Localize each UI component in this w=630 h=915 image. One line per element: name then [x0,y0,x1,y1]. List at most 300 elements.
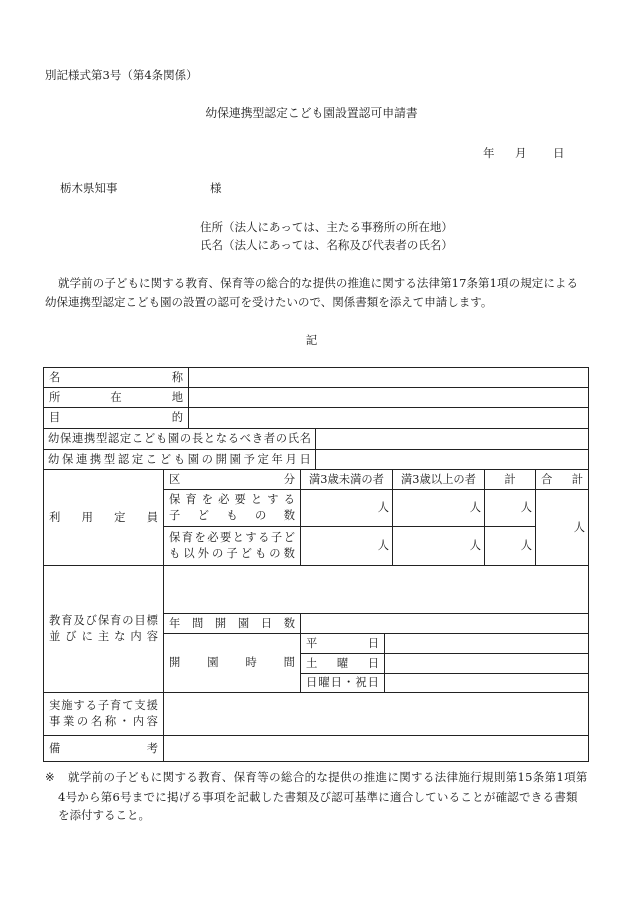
label-char: す [245,531,257,544]
label-char: 法 [434,770,447,784]
label-char: 開 [215,452,227,466]
label-char: に [387,770,399,784]
label-char: の [269,547,281,560]
label-char: て [122,699,134,712]
label-char: 考 [146,741,158,755]
label-char: 日 [306,676,318,689]
label-char: 的 [289,276,302,290]
opening-date-label-cell [43,449,316,470]
label-char: 子 [104,276,116,290]
label-char: 適 [389,790,402,804]
label-char: 就 [58,276,70,290]
label-char: 目 [49,411,61,424]
label-char: て [425,790,437,804]
label-char: 者 [263,432,276,445]
label-char: し [260,790,273,804]
label-char: 標 [146,614,158,627]
label-char: 所 [49,390,61,404]
capacity-row-2-label-cell [163,526,301,566]
label-char: 関 [150,276,163,290]
remarks-value-cell [163,735,589,762]
label-char: 数 [283,616,295,630]
label-char: 子 [270,531,283,544]
label-char: 規 [481,770,494,784]
label-char: 曜 [318,676,330,689]
label-char: び [319,790,332,804]
label-char: 幼 [48,432,60,445]
label-char: 及 [307,790,320,804]
label-char: 学 [69,276,82,290]
label-char: 記 [237,790,249,804]
opening-date-label [48,453,311,467]
label-char: 育 [110,614,122,627]
capacity-header-subtotal: 計 [504,472,516,486]
label-char: 利 [49,510,61,524]
capacity-header-category [169,473,295,487]
label-char: 第 [440,276,452,290]
label-char: 並 [49,630,61,643]
applicant-address-label: 住所（法人にあっては、主たる事務所の所在地） [200,220,453,234]
label-char: 総 [266,276,278,290]
label-char: を [201,493,214,506]
label-char: る [283,493,295,506]
label-char: な [114,630,126,643]
label-char: ま [131,790,144,804]
saturday-label-cell [300,653,385,674]
label-char: 前 [81,276,93,290]
label-char: に [370,276,383,290]
date-month-label: 月 [515,146,527,160]
sunday-holiday-label-cell [300,673,385,693]
capacity-row-1-label-line-1 [169,492,295,508]
label-char: の [351,770,364,784]
label-char: に [543,276,555,290]
label-char: 類 [565,790,578,804]
label-char: 的 [171,411,183,424]
capacity-row-1-label-cell [163,489,301,527]
label-char: の [254,276,267,290]
label-char: 及 [73,614,85,627]
label-char: の [201,452,213,466]
label-char: 計 [571,472,583,486]
footnote-line-2 [58,790,578,804]
label-char: も [169,547,181,560]
location-label-cell [43,387,189,408]
label-char: ど [143,432,156,445]
applicant-name-label: 氏名（法人にあっては、名称及び代表者の氏名） [200,238,453,252]
capacity-row-1-over3-cell [392,489,485,527]
capacity-header-under3-cell [300,469,393,490]
label-char: き [530,790,543,804]
label-char: 称 [104,715,117,728]
label-char: 教 [49,614,61,627]
remarks-label [49,742,158,756]
label-char: 保 [61,452,74,466]
annual-days-label [169,617,295,631]
label-char: 規 [520,276,532,290]
label-char: 関 [399,770,411,784]
label-char: ど [159,452,172,466]
support-label-cell [43,692,164,736]
label-char: す [267,493,279,506]
label-char: 則 [493,770,506,784]
label-char: 、 [208,276,221,290]
director-label-cell [43,428,316,450]
capacity-row-1-under3-unit: 人 [377,501,389,514]
opening-hours-label [169,656,295,670]
director-label [48,432,311,446]
label-char: す [73,699,85,712]
label-char: 間 [283,656,295,669]
label-char: す [162,276,174,290]
label-char: 施 [61,699,73,712]
label-char: ど [127,770,139,784]
label-char: 必 [218,493,230,506]
label-char: 定 [119,432,132,445]
label-char: に [150,770,163,784]
body-text-line-2: 幼保連携型認定こども園の設置の認可を受けたいので、関係書類を添えて申請します。 [45,295,493,309]
support-value-cell [163,692,589,736]
label-char: で [519,790,531,804]
weekday-label-cell [300,633,385,654]
label-char: 学 [79,770,92,784]
footnote-line-1 [68,770,588,784]
label-char: べ [239,432,252,445]
label-char: 第 [100,790,113,804]
label-char: 定 [131,452,144,466]
label-char: 数 [283,509,295,522]
capacity-row-2-label-line-1 [169,530,295,546]
capacity-row-1-subtotal-cell [484,489,536,527]
label-char: 園 [187,452,199,466]
label-char: 前 [91,770,104,784]
label-char: 業 [62,715,75,728]
label-char: 日 [367,676,379,689]
name-value-cell [188,367,589,388]
label-char: 保 [97,614,110,627]
label-char: 条 [532,770,545,784]
label-char: 載 [249,790,261,804]
label-char: 員 [146,510,158,524]
goals-label-line-1 [49,613,158,629]
label-char: 育 [245,770,257,784]
label-char: げ [178,790,191,804]
label-char: 育 [61,614,73,627]
support-label-line-2 [49,714,158,730]
label-char: る [190,790,202,804]
capacity-row-2-label-line-2 [169,546,295,562]
label-char: 書 [554,790,566,804]
label-char: 的 [304,770,317,784]
label-char: 認 [507,790,519,804]
label-char: し [413,790,425,804]
label-char: す [393,276,406,290]
capacity-label-cell [43,469,164,566]
label-char: も [138,770,151,784]
label-char: る [85,699,97,712]
label-char: る [405,276,417,290]
addressee-honorific: 様 [210,181,222,195]
label-char: 等 [257,770,269,784]
label-char: 保 [233,770,246,784]
support-label [49,698,158,730]
form-title: 幼保連携型認定こども園設置認可申請書 [205,106,418,120]
date-day-label: 日 [553,146,565,160]
label-char: な [316,770,328,784]
label-char: の [76,715,89,728]
label-char: 内 [130,630,142,643]
label-char: 開 [214,616,227,630]
label-char: の [211,547,224,560]
label-char: 園 [167,432,180,445]
label-char: 条 [466,276,478,290]
label-char: 携 [89,452,102,466]
label-char: 実 [49,699,61,712]
label-char: 供 [340,770,352,784]
capacity-row-1-under3-cell [300,489,393,527]
label-char: 祝 [355,676,367,689]
label-char: 外 [197,547,209,560]
label-char: き [251,432,264,445]
label-char: 、 [221,770,234,784]
label-char: に [81,630,93,643]
application-table [43,367,589,762]
label-char: な [301,276,313,290]
label-char: 子 [226,547,238,560]
label-char: 地 [171,390,183,404]
label-char: 1 [451,276,459,290]
label-char: 提 [328,770,340,784]
label-char: す [174,770,186,784]
label-char: 氏 [287,432,299,445]
sunday-holiday-value-cell [384,673,589,693]
label-char: 育 [110,699,122,712]
label-char: 名 [90,715,103,728]
name-label [49,371,183,385]
label-char: 第 [478,276,490,290]
label-char: 予 [243,452,255,466]
label-char: 間 [191,616,204,630]
footnote-line-3: を添付すること。 [58,808,150,822]
label-char: 可 [343,790,355,804]
label-char: 施 [458,770,470,784]
label-char: 幼 [48,452,60,466]
label-char: の [269,770,281,784]
capacity-header-total [541,473,583,487]
label-char: 開 [169,656,181,669]
label-char: な [215,432,228,445]
label-char: 4 [58,790,66,804]
capacity-total-unit: 人 [573,520,585,534]
label-char: 掲 [167,790,179,804]
purpose-label-cell [43,407,189,429]
label-char: 称 [171,370,183,384]
label-char: 7 [459,276,467,290]
label-char: る [173,276,186,290]
opening-hours-label-cell [163,633,301,693]
label-char: を [225,790,238,804]
label-char: び [85,614,97,627]
label-char: 準 [366,790,378,804]
label-char: 連 [71,432,84,445]
label-char: も [155,432,168,445]
label-char: す [411,770,423,784]
capacity-header-subtotal-cell [484,469,536,490]
label-char: 容 [146,630,158,643]
label-char: ど [197,509,209,522]
label-char: 基 [354,790,367,804]
label-char: 以 [183,547,195,560]
location-label [49,391,183,405]
label-char: 育 [231,276,244,290]
label-char: 6 [112,790,120,804]
capacity-row-2-over3-cell [392,526,485,566]
label-char: 日 [367,656,379,670]
label-char: で [143,790,156,804]
label-char: ど [283,531,295,544]
sunday-holiday-label [306,676,379,690]
label-char: 分 [283,472,295,486]
capacity-row-2-label [169,530,295,562]
weekday-label [306,637,379,651]
label-char: い [436,790,449,804]
label-char: 確 [495,790,508,804]
footnote-mark: ※ [45,770,55,784]
label-char: 項 [213,790,226,804]
label-char: 時 [245,656,257,669]
label-char: よ [554,276,567,290]
label-char: 育 [185,493,197,506]
capacity-total-cell [535,489,589,566]
label-char: び [65,630,77,643]
label-char: と [250,493,263,506]
label-char: 保 [220,276,232,290]
label-char: 援 [146,699,158,712]
label-char: 進 [359,276,371,290]
label-char: 合 [292,770,305,784]
capacity-header-over3-cell [392,469,485,490]
label-char: 区 [169,472,181,486]
capacity-header-under3: 満3歳未満の者 [309,472,384,486]
opening-date-value-cell [315,449,589,470]
label-char: と [232,531,244,544]
label-char: 認 [331,790,343,804]
label-char: の [122,614,134,627]
capacity-row-2-under3-cell [300,526,393,566]
location-value-cell [188,387,589,408]
label-char: る [258,531,270,544]
label-char: の [255,509,267,522]
label-char: 合 [277,276,290,290]
label-char: 書 [284,790,296,804]
label-char: 年 [169,616,181,630]
label-char: が [483,790,496,804]
label-char: 就 [68,770,80,784]
label-char: 法 [416,276,429,290]
label-char: の [179,432,192,445]
annual-days-value-cell [300,613,589,634]
label-char: 行 [470,770,482,784]
capacity-header-category-cell [163,469,301,490]
director-value-cell [315,428,589,450]
label-char: 容 [146,715,158,728]
capacity-header-total-cell [535,469,589,490]
label-char: 総 [280,770,293,784]
label-char: 連 [75,452,88,466]
remarks-label-cell [43,735,164,762]
label-char: 日 [299,452,311,466]
label-char: 推 [363,770,376,784]
label-char: 第 [544,770,557,784]
label-char: ・ [118,715,131,728]
label-char: 目 [134,614,146,627]
ki-heading: 記 [305,333,318,347]
label-char: 項 [564,770,576,784]
label-char: 1 [556,770,564,784]
label-char: 年 [271,452,283,466]
label-char: ら [89,790,101,804]
label-char: 育 [181,531,194,544]
label-char: 事 [202,790,214,804]
label-char: 律 [428,276,440,290]
capacity-row-2-subtotal-unit: 人 [520,539,532,552]
label-char: 月 [285,452,297,466]
label-char: 必 [207,531,219,544]
label-char: 認 [107,432,120,445]
form-number: 別記様式第3号（第4条関係） [45,68,198,82]
label-char: 長 [191,432,204,445]
label-char: も [254,547,267,560]
label-char: 曜 [336,656,349,670]
label-char: る [566,276,578,290]
label-char: 関 [162,770,175,784]
label-char: の [103,770,115,784]
label-char: 律 [446,770,458,784]
label-char: 型 [103,452,116,466]
capacity-row-2-over3-unit: 人 [469,539,481,552]
label-char: 定 [531,276,544,290]
label-char: 教 [198,770,210,784]
label-char: る [186,770,198,784]
capacity-row-1-over3-unit: 人 [469,501,481,514]
label-char: 内 [132,715,145,728]
goals-label-line-2 [49,629,158,645]
capacity-row-2-subtotal-cell [484,526,536,566]
label-char: 推 [347,276,359,290]
label-char: 育 [196,276,209,290]
label-char: 携 [83,432,96,445]
goals-label [49,613,158,645]
name-label-cell [43,367,189,388]
label-char: を [194,531,206,544]
support-label-line-1 [49,698,158,714]
label-char: 要 [219,531,232,544]
saturday-value-cell [384,653,589,674]
label-char: か [77,790,89,804]
date-year-label: 年 [483,146,495,160]
label-char: の [92,276,105,290]
label-char: 用 [81,510,93,524]
weekday-value-cell [384,633,589,654]
label-char: 備 [49,741,61,755]
label-char: 1 [517,770,525,784]
label-char: 要 [234,493,246,506]
label-char: 進 [375,770,388,784]
label-char: も [127,276,139,290]
label-char: の [335,276,348,290]
label-char: 主 [97,630,110,643]
label-char: 類 [296,790,308,804]
